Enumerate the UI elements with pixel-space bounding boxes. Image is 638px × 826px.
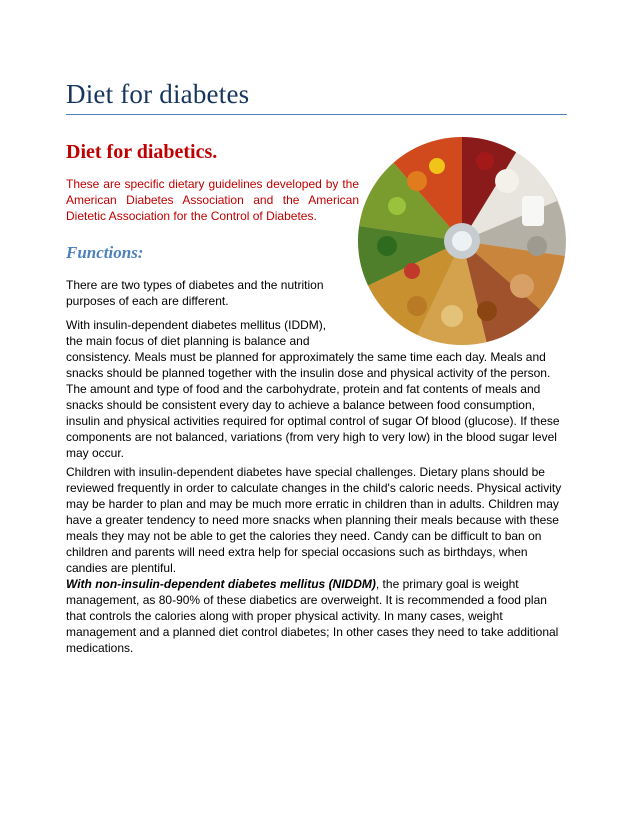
intro-paragraph: These are specific dietary guidelines developed by the American Diabetes Association and the American Dietetic Association for the Control of Diabetes. xyxy=(66,177,359,223)
paragraph-4-bold: With non-insulin-dependent diabetes mellitus (NIDDM) xyxy=(66,577,376,591)
title-divider xyxy=(66,114,567,115)
paragraph-2-line-1: With insulin-dependent diabetes mellitus (IDDM), xyxy=(66,318,327,332)
paragraph-1-line-1: There are two types of diabetes and the nutrition xyxy=(66,278,324,292)
paragraph-2-line-2: the main focus of diet planning is balance and xyxy=(66,334,310,348)
page-title: Diet for diabetes xyxy=(66,79,250,109)
functions-heading: Functions: xyxy=(66,243,144,262)
paragraph-2-body: consistency. Meals must be planned for approximately the same time each day. Meals and snacks should be planned together with the insulin dose and physical activity of the person. The amount and type of food and the carbohydrate, protein and fat contents of meals and snacks should be consistent every day to achieve a balance between food consumption, insulin and physical activities required for optimal control of sugar Of blood (glucose). If these components are not balanced, variations (from very high to very low) in the blood sugar level may occur. xyxy=(66,350,560,460)
section-heading: Diet for diabetics. xyxy=(66,141,218,163)
paragraph-4 xyxy=(66,576,566,656)
paragraph-3: Children with insulin-dependent diabetes have special challenges. Dietary plans should be reviewed frequently in order to calculate changes in the child's caloric needs. Physical activity may be harder to plan and may be much more erratic in children than in adults. Children may have a greater tendency to need more snacks when planning their meals because with these meals they may not be able to get the calories they need. Candy can be difficult to ban on children and parents will need extra help for special occasions such as birthdays, when candies are plentiful. xyxy=(66,465,562,575)
paragraph-4-text: , the primary goal is weight management, as 80-90% of these diabetics are overweight. It is recommended a food plan that controls the calories along with proper physical activity. In many cases, weight management and a planned diet control diabetes; In other cases they need to take additional medications. xyxy=(66,577,559,655)
paragraph-1-line-2: purposes of each are different. xyxy=(66,294,229,308)
food-wheel-image xyxy=(357,136,567,346)
